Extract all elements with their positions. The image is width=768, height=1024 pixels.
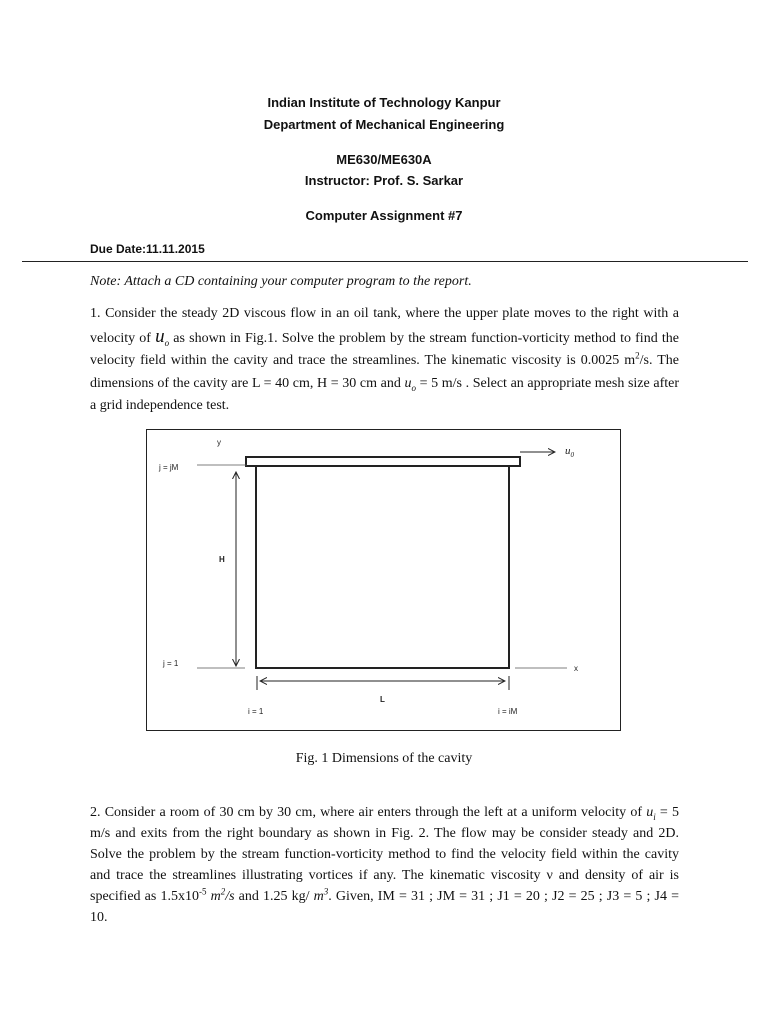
due-date: Due Date:11.11.2015 bbox=[90, 242, 205, 256]
problem-2-text: 2. Consider a room of 30 cm by 30 cm, where air enters through the left at a uniform velocity of $u_i = 5$ m/s and exits from the right boundary as shown in Fig. 2. The flow may be consider steady and 2D. Solve the problem by the stream function-vorticity method to find the velocity field within the cavity and trace the streamlines illustrating vortices if any. The kinematic viscosity ν and density of air is specified as $1.5x10^{-5}$ $m^2/s$ and 1.25 kg/ $m^3$. Given, IM = 31 ; JM = 31 ; J1 = 20 ; J2 = 25 ; J3 = 5 ; J4 = 10. bbox=[90, 805, 679, 925]
assignment-title: Computer Assignment #7 bbox=[305, 208, 463, 223]
y-axis-label: y bbox=[217, 438, 221, 447]
note-text: Note: Attach a CD containing your computer program to the report. bbox=[90, 274, 472, 289]
h-label: H bbox=[219, 555, 225, 564]
i-left-label: i = 1 bbox=[248, 707, 264, 716]
j-top-label: j = jM bbox=[159, 463, 179, 472]
cavity-diagram bbox=[147, 430, 622, 732]
l-label: L bbox=[380, 695, 385, 704]
problem-1-text: 1. Consider the steady 2D viscous flow in an oil tank, where the upper plate moves to the right with a velocity of $u_o$ as shown in Fig.1. Solve the problem by the stream function-vorticity method to find the velocity field within the cavity and trace the streamlines. The kinematic viscosity is 0.0025 $m^2/s$. The dimensions of the cavity are L = 40 cm, H = 30 cm and $u_o = 5$ m/s . Select an appropriate mesh size after a grid independence test. bbox=[90, 306, 680, 413]
course-code: ME630/ME630A bbox=[336, 152, 432, 167]
i-right-label: i = iM bbox=[498, 707, 518, 716]
header-divider bbox=[22, 261, 748, 262]
j-bottom-label: j = 1 bbox=[163, 659, 179, 668]
department-name: Department of Mechanical Engineering bbox=[263, 117, 505, 132]
figure-1-caption: Fig. 1 Dimensions of the cavity bbox=[295, 751, 473, 766]
institute-name: Indian Institute of Technology Kanpur bbox=[267, 95, 501, 110]
cavity-walls bbox=[256, 466, 509, 668]
instructor-name: Instructor: Prof. S. Sarkar bbox=[304, 173, 464, 188]
u0-label: $u_0$ bbox=[565, 445, 574, 460]
moving-plate bbox=[246, 457, 520, 466]
cavity-figure bbox=[146, 429, 621, 731]
x-axis-label: x bbox=[574, 664, 578, 673]
